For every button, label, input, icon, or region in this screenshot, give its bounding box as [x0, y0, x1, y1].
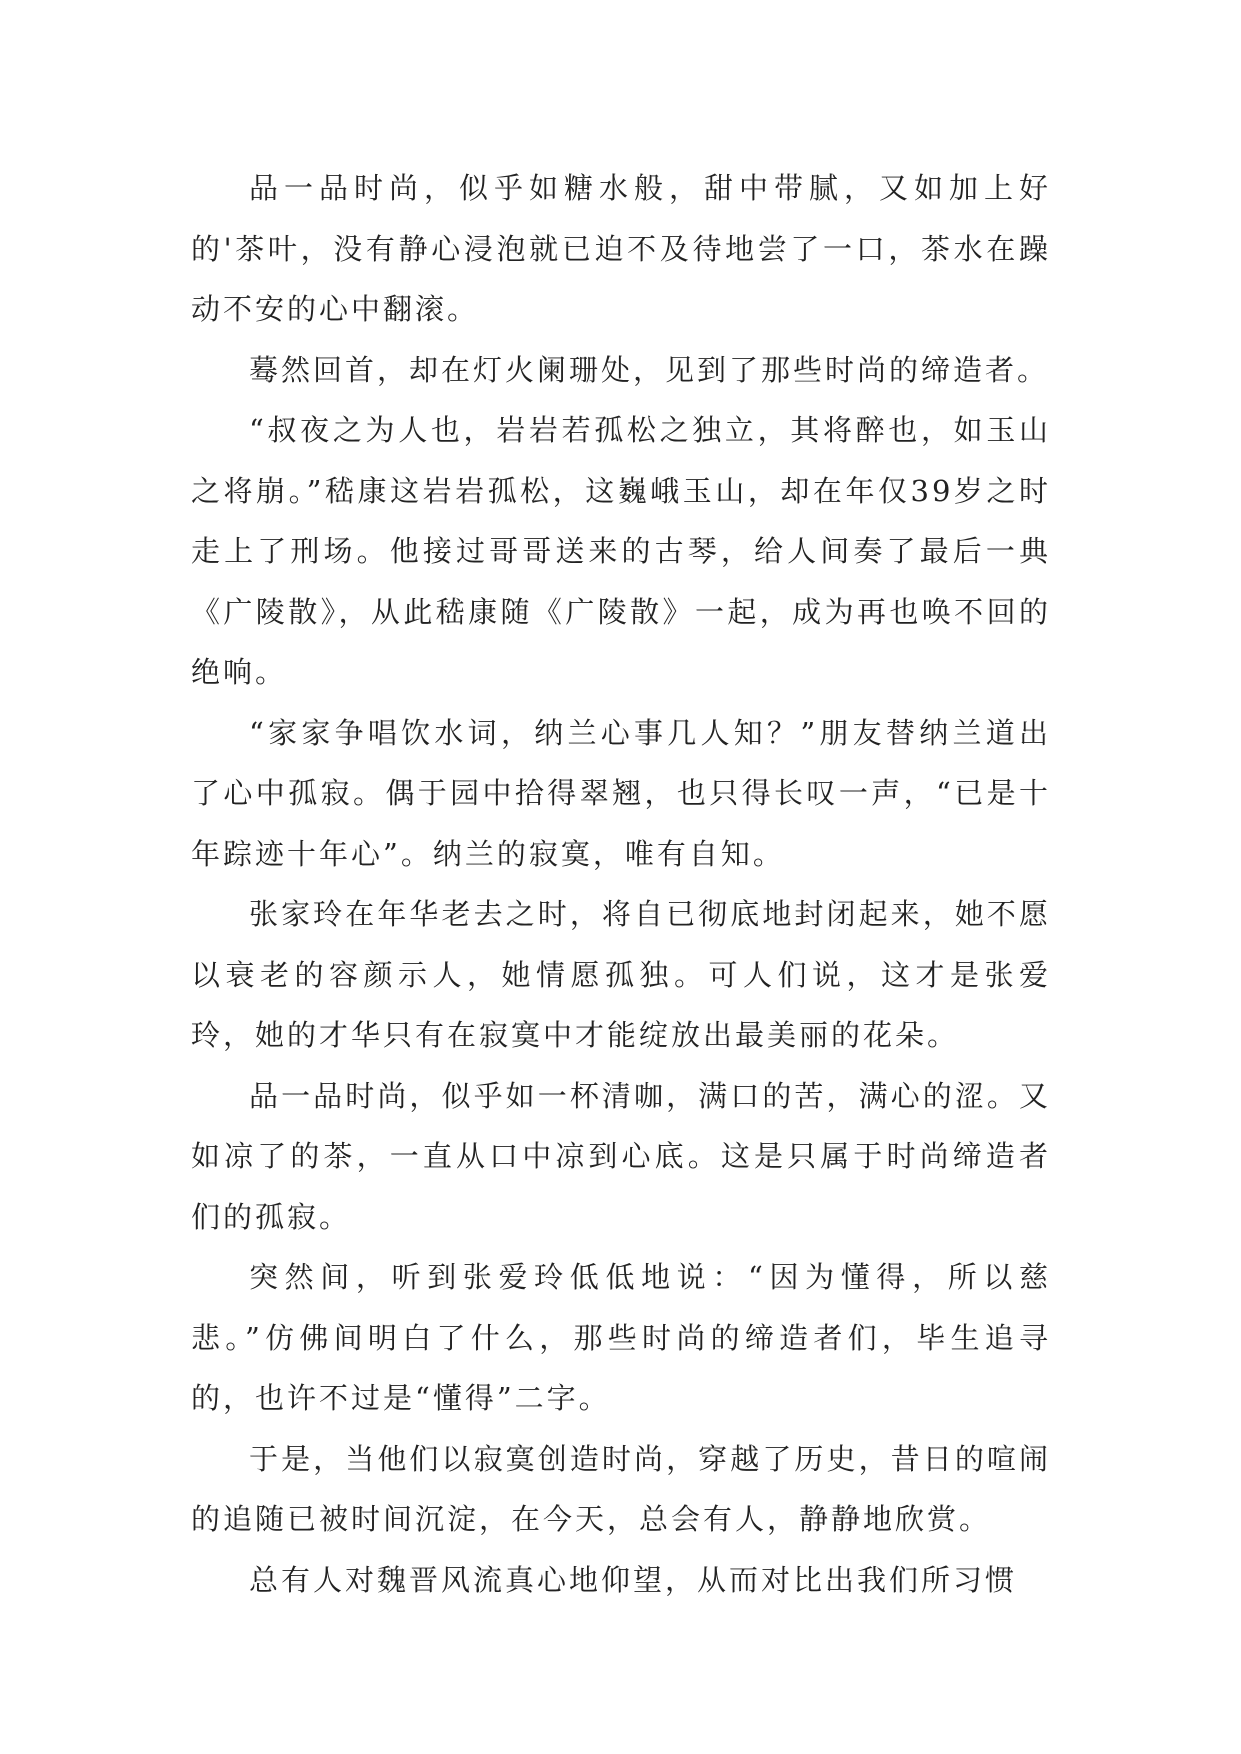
paragraph: 蓦然回首，却在灯火阑珊处，见到了那些时尚的缔造者。 — [249, 352, 1050, 387]
paragraph: 总有人对魏晋风流真心地仰望，从而对比出我们所习惯 — [249, 1562, 1018, 1597]
paragraph: 品一品时尚，似乎如糖水般，甜中带腻，又如加上好的'茶叶，没有静心浸泡就已迫不及待地尝了一口，茶水在躁动不安的心中翻滚。 — [191, 171, 1051, 326]
paragraph: 张家玲在年华老去之时，将自已彻底地封闭起来，她不愿以衰老的容颜示人，她情愿孤独。可人们说，这才是张爱玲，她的才华只有在寂寞中才能绽放出最美丽的花朵。 — [191, 897, 1051, 1052]
paragraph: 品一品时尚，似乎如一杯清咖，满口的苦，满心的涩。又如凉了的茶，一直从口中凉到心底。这是只属于时尚缔造者们的孤寂。 — [191, 1078, 1051, 1234]
paragraph: 于是，当他们以寂寞创造时尚，穿越了历史，昔日的喧闹的追随已被时间沉淀，在今天，总会有人，静静地欣赏。 — [191, 1441, 1051, 1536]
paragraph: “叔夜之为人也，岩岩若孤松之独立，其将醉也，如玉山之将崩。”嵇康这岩岩孤松，这巍峨玉山，却在年仅39岁之时走上了刑场。他接过哥哥送来的古琴，给人间奏了最后一典《广陵散》，从此嵇康随《广陵散》一起，成为再也唤不回的绝响。 — [191, 413, 1051, 689]
paragraph: 突然间，听到张爱玲低低地说：“因为懂得，所以慈悲。”仿佛间明白了什么，那些时尚的缔造者们，毕生追寻的，也许不过是“懂得”二字。 — [191, 1260, 1051, 1415]
document-body — [191, 158, 1051, 1610]
paragraph: “家家争唱饮水词，纳兰心事几人知？”朋友替纳兰道出了心中孤寂。偶于园中拾得翠翘，也只得长叹一声，“已是十年踪迹十年心”。纳兰的寂寞，唯有自知。 — [191, 715, 1051, 871]
